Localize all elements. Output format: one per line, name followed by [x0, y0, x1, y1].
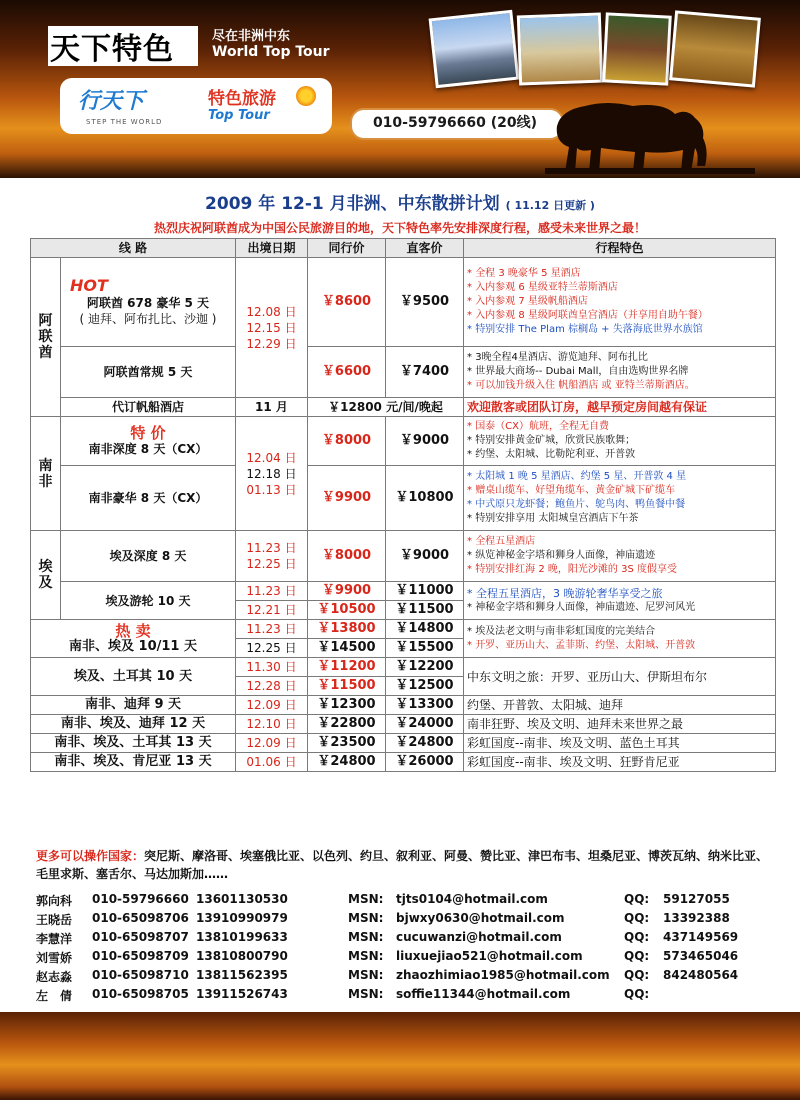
page-title [0, 189, 800, 214]
qq-label: QQ: [624, 968, 650, 982]
msn-label: MSN: [348, 892, 384, 906]
feature-line: * 开罗、亚历山大、孟菲斯、约堡、太阳城、开普敦 [467, 639, 772, 653]
african-people-photo [602, 12, 672, 85]
departure-date: 12.10 日 [236, 715, 308, 734]
region-uae: 阿联酋 [31, 258, 61, 417]
departure-date: 12.25 日 [236, 639, 308, 658]
table-row[interactable] [31, 258, 776, 347]
departure-date: 11.23 日 [246, 541, 297, 555]
msn-label: MSN: [348, 949, 384, 963]
direct-price: ￥12200 [386, 658, 464, 677]
feature-line: * 约堡、太阳城、比勒陀利亚、开普敦 [467, 448, 772, 462]
slogan-bar [0, 150, 800, 178]
brand-tese-lvyou-sub: Top Tour [208, 108, 270, 123]
direct-price: ￥12500 [386, 677, 464, 696]
feature-line: * 入内参观 8 星级阿联酋皇宫酒店（并享用自助午餐） [467, 309, 772, 323]
route-name[interactable]: 南非、埃及、肯尼亚 13 天 [31, 753, 236, 772]
contact-row [36, 892, 776, 911]
contact-tel[interactable]: 010-65098706 [92, 911, 189, 925]
table-row[interactable] [31, 466, 776, 531]
table-row[interactable] [31, 696, 776, 715]
departure-date: 12.28 日 [236, 677, 308, 696]
departure-date: 12.04 日 [246, 450, 297, 465]
route-name[interactable]: 阿联酋 678 豪华 5 天 [86, 295, 210, 310]
route-name[interactable]: 南非豪华 8 天（CX） [61, 466, 236, 531]
direct-price: ￥24800 [386, 734, 464, 753]
peer-price: ￥8600 [308, 258, 386, 347]
direct-price: ￥9500 [386, 258, 464, 347]
peer-price: ￥9900 [308, 582, 386, 601]
feature-line: * 可以加钱升级入住 帆船酒店 或 亚特兰蒂斯酒店。 [467, 379, 772, 393]
departure-date: 12.29 日 [246, 336, 297, 351]
region-egypt: 埃及 [31, 531, 61, 620]
contact-row [36, 911, 776, 930]
contact-qq[interactable]: 13392388 [663, 911, 730, 925]
col-header-direct-price: 直客价 [386, 239, 464, 258]
col-header-route: 线 路 [31, 239, 236, 258]
feature-line: * 纵览神秘金字塔和狮身人面像，神庙遗迹 [467, 549, 772, 563]
feature-line: * 全程五星酒店，3 晚游轮奢华享受之旅 [467, 587, 772, 601]
qq-label: QQ: [624, 949, 650, 963]
brand-tese-lvyou[interactable]: 特色旅游 [208, 89, 276, 109]
table-row[interactable] [31, 417, 776, 466]
direct-price: ￥11000 [386, 582, 464, 601]
feature-line: * 中式原只龙虾餐；鲍鱼片、鸵鸟肉、鸭鱼餐中餐 [467, 498, 772, 512]
table-row[interactable] [31, 531, 776, 582]
contact-mobile[interactable]: 13810199633 [196, 930, 288, 944]
qq-label: QQ: [624, 987, 650, 1001]
feature-line: * 入内参观 6 星级亚特兰蒂斯酒店 [467, 281, 772, 295]
peer-price: ￥24800 [308, 753, 386, 772]
contact-row [36, 968, 776, 987]
hot-sale-badge: 热 卖 [115, 621, 151, 640]
contact-row [36, 949, 776, 968]
mosque-photo [429, 10, 520, 88]
contact-row [36, 930, 776, 949]
contact-name: 左 倩 [36, 989, 73, 1003]
contact-tel[interactable]: 010-65098705 [92, 987, 189, 1001]
contact-mobile[interactable]: 13811562395 [196, 968, 288, 982]
table-header-row [31, 239, 776, 258]
direct-price: ￥7400 [386, 347, 464, 398]
departure-date: 12.21 日 [236, 601, 308, 620]
feature-line: 彩虹国度--南非、埃及文明、蓝色土耳其 [464, 734, 776, 753]
col-header-peer-price: 同行价 [308, 239, 386, 258]
route-name[interactable]: 南非深度 8 天（CX） [88, 442, 208, 456]
contact-name: 王晓岳 [36, 913, 73, 927]
feature-line: 南非狂野、埃及文明、迪拜未来世界之最 [464, 715, 776, 734]
departure-date: 12.25 日 [246, 557, 297, 571]
route-sub: ( 迪拜、阿布扎比、沙迦 ) [79, 311, 217, 326]
route-name[interactable]: 南非、迪拜 9 天 [31, 696, 236, 715]
route-name[interactable]: 埃及深度 8 天 [61, 531, 236, 582]
table-row[interactable] [31, 620, 776, 639]
peer-price: ￥6600 [308, 347, 386, 398]
feature-line: * 赠桌山缆车、好望角缆车、黄金矿城下矿缆车 [467, 484, 772, 498]
contact-qq[interactable]: 437149569 [663, 930, 739, 944]
brand-xingtianxia[interactable]: 行天下 [78, 89, 145, 114]
logo-tagline-en: World Top Tour [212, 44, 330, 60]
departure-date: 11 月 [236, 398, 308, 417]
departure-date: 01.13 日 [246, 482, 297, 497]
lion-photo [669, 10, 761, 87]
table-row[interactable] [31, 715, 776, 734]
departure-date: 12.09 日 [236, 734, 308, 753]
direct-price: ￥13300 [386, 696, 464, 715]
msn-label: MSN: [348, 930, 384, 944]
feature-line: * 特别安排红海 2 晚，阳光沙滩的 3S 度假享受 [467, 563, 772, 577]
direct-price: ￥26000 [386, 753, 464, 772]
peer-price: ￥14500 [308, 639, 386, 658]
contact-mobile[interactable]: 13910990979 [196, 911, 288, 925]
direct-price: ￥15500 [386, 639, 464, 658]
qq-label: QQ: [624, 930, 650, 944]
contact-qq[interactable]: 59127055 [663, 892, 730, 906]
contact-qq[interactable]: 573465046 [663, 949, 739, 963]
route-name[interactable]: 代订帆船酒店 [61, 398, 236, 417]
contact-mobile[interactable]: 13911526743 [196, 987, 288, 1001]
feature-line: 欢迎散客或团队订房，越早预定房间越有保证 [464, 398, 776, 417]
more-countries-text: 突尼斯、摩洛哥、埃塞俄比亚、以色列、约旦、叙利亚、阿曼、赞比亚、津巴布韦、坦桑尼亚、博茨瓦纳、纳米比亚、毛里求斯、塞舌尔、马达加斯加…… [36, 849, 769, 881]
contact-name: 李慧洋 [36, 932, 73, 946]
departure-date: 12.08 日 [246, 304, 297, 319]
feature-line: * 特别安排 The Plam 棕榈岛 + 失落海底世界水族馆 [467, 323, 772, 337]
route-name[interactable]: 埃及、土耳其 10 天 [31, 658, 236, 696]
contact-msn[interactable]: liuxuejiao521@hotmail.com [396, 949, 583, 963]
contact-mobile[interactable]: 13810800790 [196, 949, 288, 963]
more-countries-label: 更多可以操作国家： [36, 849, 145, 863]
contact-tel[interactable]: 010-65098710 [92, 968, 189, 982]
page-subtitle: 热烈庆祝阿联酋成为中国公民旅游目的地，天下特色率先安排深度行程，感受未来世界之最！ [153, 221, 646, 235]
route-name[interactable]: 埃及游轮 10 天 [61, 582, 236, 620]
tour-table [30, 238, 776, 772]
peer-price: ￥11200 [308, 658, 386, 677]
table-row[interactable] [31, 347, 776, 398]
qq-label: QQ: [624, 911, 650, 925]
contact-row [36, 987, 776, 1006]
contact-tel[interactable]: 010-65098707 [92, 930, 189, 944]
contact-list [36, 892, 776, 1006]
feature-line: * 3晚全程4星酒店、游览迪拜、阿布扎比 [467, 351, 772, 365]
peer-price: ￥9900 [308, 466, 386, 531]
region-south-africa: 南非 [31, 417, 61, 531]
contact-msn[interactable]: zhaozhimiao1985@hotmail.com [396, 968, 610, 982]
title-update: ( 11.12 日更新 ) [505, 199, 595, 212]
feature-line: 约堡、开普敦、太阳城、迪拜 [464, 696, 776, 715]
contact-mobile[interactable]: 13601130530 [196, 892, 288, 906]
brand-logo[interactable]: 天下特色 [50, 32, 174, 67]
footer-banner [0, 1012, 800, 1100]
contact-tel[interactable]: 010-59796660 [92, 892, 189, 906]
contact-tel[interactable]: 010-65098709 [92, 949, 189, 963]
brand-xingtianxia-sub: STEP THE WORLD [86, 118, 163, 126]
pyramid-photo [517, 13, 603, 86]
feature-line: * 埃及法老文明与南非彩虹国度的完美结合 [467, 625, 772, 639]
departure-date: 12.15 日 [246, 320, 297, 335]
feature-line: * 神秘金字塔和狮身人面像，神庙遗迹、尼罗河风光 [467, 601, 772, 615]
direct-price: ￥24000 [386, 715, 464, 734]
contact-msn[interactable]: tjts0104@hotmail.com [396, 892, 548, 906]
feature-line: * 特别安排黄金矿城，欣赏民族歌舞； [467, 434, 772, 448]
direct-price: ￥14800 [386, 620, 464, 639]
direct-price: ￥10800 [386, 466, 464, 531]
table-row[interactable] [31, 398, 776, 417]
feature-line: * 全程五星酒店 [467, 535, 772, 549]
header-banner [0, 0, 800, 178]
feature-line: 中东文明之旅：开罗、亚历山大、伊斯坦布尔 [464, 658, 776, 696]
title-main: 2009 年 12-1 月非洲、中东散拼计划 [205, 194, 500, 214]
peer-price: ￥22800 [308, 715, 386, 734]
hotel-price: ￥12800 元/间/晚起 [308, 398, 464, 417]
departure-date: 12.18 日 [246, 466, 297, 481]
msn-label: MSN: [348, 911, 384, 925]
route-name[interactable]: 南非、埃及 10/11 天 [69, 638, 197, 654]
peer-price: ￥10500 [308, 601, 386, 620]
special-badge: 特 价 [130, 424, 166, 442]
direct-price: ￥11500 [386, 601, 464, 620]
route-name[interactable]: 南非、埃及、迪拜 12 天 [31, 715, 236, 734]
feature-line: * 世界最大商场-- Dubai Mall，自由选购世界名牌 [467, 365, 772, 379]
contact-name: 刘雪娇 [36, 951, 73, 965]
peer-price: ￥8000 [308, 417, 386, 466]
table-row[interactable] [31, 582, 776, 601]
departure-date: 12.09 日 [236, 696, 308, 715]
feature-line: * 国泰（CX）航班，全程无自费 [467, 420, 772, 434]
msn-label: MSN: [348, 968, 384, 982]
logo-tagline-cn: 尽在非洲中东 [212, 29, 291, 44]
col-header-features: 行程特色 [464, 239, 776, 258]
route-name[interactable]: 南非、埃及、土耳其 13 天 [31, 734, 236, 753]
direct-price: ￥9000 [386, 531, 464, 582]
qq-label: QQ: [624, 892, 650, 906]
hot-badge: HOT [70, 275, 108, 295]
contact-msn[interactable]: soffie11344@hotmail.com [396, 987, 571, 1001]
departure-date: 11.23 日 [236, 582, 308, 601]
peer-price: ￥12300 [308, 696, 386, 715]
feature-line: 彩虹国度--南非、埃及文明、狂野肯尼亚 [464, 753, 776, 772]
contact-qq[interactable]: 842480564 [663, 968, 739, 982]
peer-price: ￥11500 [308, 677, 386, 696]
contact-msn[interactable]: bjwxy0630@hotmail.com [396, 911, 565, 925]
feature-line: * 太阳城 1 晚 5 星酒店、约堡 5 星、开普敦 4 星 [467, 470, 772, 484]
departure-date: 11.30 日 [236, 658, 308, 677]
departure-date: 11.23 日 [236, 620, 308, 639]
hotline-phone[interactable]: 010-59796660 (20线) [372, 115, 538, 131]
peer-price: ￥13800 [308, 620, 386, 639]
msn-label: MSN: [348, 987, 384, 1001]
feature-line: * 全程 3 晚豪华 5 星酒店 [467, 267, 772, 281]
sun-icon [296, 86, 316, 106]
table-row[interactable] [31, 753, 776, 772]
table-row[interactable] [31, 734, 776, 753]
col-header-date: 出境日期 [236, 239, 308, 258]
route-name[interactable]: 阿联酋常规 5 天 [61, 347, 236, 398]
feature-line: * 入内参观 7 星级帆船酒店 [467, 295, 772, 309]
contact-name: 赵志淼 [36, 970, 73, 984]
departure-date: 01.06 日 [236, 753, 308, 772]
table-row[interactable] [31, 658, 776, 677]
peer-price: ￥8000 [308, 531, 386, 582]
contact-name: 郭向科 [36, 894, 73, 908]
direct-price: ￥9000 [386, 417, 464, 466]
contact-msn[interactable]: cucuwanzi@hotmail.com [396, 930, 562, 944]
feature-line: * 特别安排享用 太阳城皇宫酒店下午茶 [467, 512, 772, 526]
more-countries [36, 847, 771, 883]
peer-price: ￥23500 [308, 734, 386, 753]
